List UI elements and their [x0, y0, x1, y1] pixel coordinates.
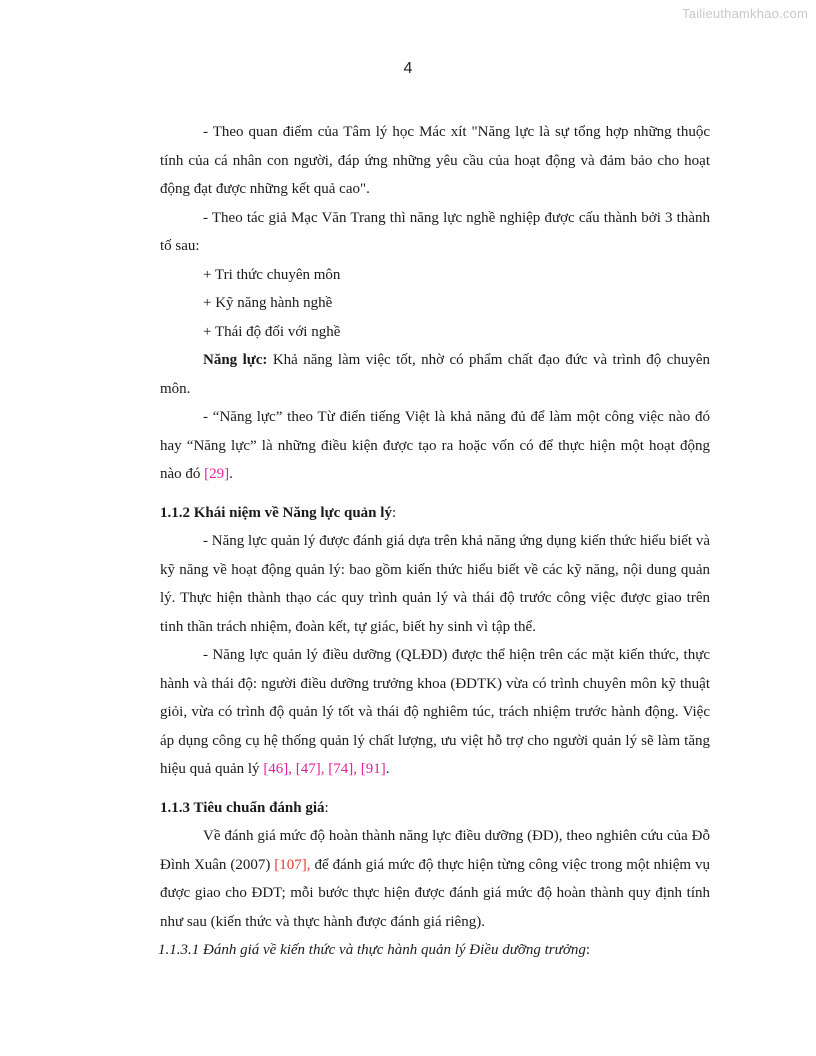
heading-text: 1.1.3 Tiêu chuẩn đánh giá	[160, 799, 325, 816]
list-item: + Kỹ năng hành nghề	[203, 295, 333, 311]
term-label: Năng lực:	[203, 352, 268, 368]
paragraph-nursing-management	[160, 641, 710, 784]
paragraph-management-capability: - Năng lực quản lý được đánh giá dựa trên khả năng ứng dụng kiến thức hiểu biết và kỹ năng về hoạt động quản lý: bao gồm kiến thức hiểu biết về các kỹ năng, nội dung quản lý. Thực hiện thành thạo các quy trình quản lý và thái độ trước công việc được giao trên tinh thần trách nhiệm, đoàn kết, tự giác, biết hy sinh vì tập thể.	[160, 533, 710, 635]
paragraph-end: .	[229, 466, 233, 482]
paragraph-dictionary-definition	[160, 403, 710, 489]
paragraph-text: để đánh giá mức độ thực hiện từng công việc trong một nhiệm vụ được giao cho ĐDT; mỗi bước thực hiện được đánh giá mức độ hoàn thành quy định tính như sau (kiến thức và thực hành được đánh giá riêng).	[160, 856, 710, 930]
subheading-colon: :	[585, 942, 591, 958]
paragraph-marxist-view: - Theo quan điểm của Tâm lý học Mác xít "Năng lực là sự tổng hợp những thuộc tính của cá nhân con người, đáp ứng những yêu cầu của hoạt động và đảm bảo cho hoạt động đạt được những kết quả cao".	[160, 124, 710, 197]
citation-link[interactable]: [46], [47], [74], [91]	[263, 761, 386, 777]
paragraph-end: .	[385, 761, 390, 777]
paragraph-text: - Năng lực quản lý điều dưỡng (QLĐD) được thể hiện trên các mặt kiến thức, thực hành và thái độ: người điều dưỡng trưởng khoa (ĐDTK) vừa có trình chuyên môn kỹ thuật giỏi, vừa có trình độ quản lý tốt và thái độ nghiêm túc, trách nhiệm trước hành động. Việc áp dụng công cụ hệ thống quản lý chất lượng, ưu việt hỗ trợ cho người quản lý sẽ làm tăng hiệu quả quản lý	[160, 647, 710, 777]
heading-colon: :	[391, 504, 397, 521]
term-definition: Khả năng làm việc tốt, nhờ có phẩm chất đạo đức và trình độ chuyên môn.	[160, 352, 711, 397]
page-number: 4	[403, 60, 413, 77]
section-heading-1-1-2	[160, 489, 710, 528]
paragraph-mac-van-trang: - Theo tác giả Mạc Văn Trang thì năng lực nghề nghiệp được cấu thành bởi 3 thành tố sau:	[160, 209, 710, 254]
paragraph-evaluation	[160, 822, 710, 936]
paragraph-text: - “Năng lực” theo Từ điển tiếng Việt là khả năng đủ để làm một công việc nào đó hay “Năng lực” là những điều kiện được tạo ra hoặc vốn có để thực hiện một hoạt động nào đó	[160, 409, 710, 482]
section-heading-1-1-3	[160, 784, 710, 823]
paragraph-text: Về đánh giá mức độ hoàn thành năng lực điều dưỡng (ĐD), theo nghiên cứu của Đỗ Đình Xuân (2007)	[160, 828, 710, 873]
heading-text: 1.1.2 Khái niệm về Năng lực quản lý	[160, 504, 392, 521]
citation-link[interactable]: [107],	[274, 856, 311, 873]
list-item: + Tri thức chuyên môn	[203, 266, 341, 283]
watermark: Tailieuthamkhao.com	[682, 6, 808, 21]
subsection-heading-1-1-3-1	[158, 936, 710, 965]
document-body	[160, 118, 710, 965]
citation-link[interactable]: [29]	[204, 466, 230, 482]
list-item: + Thái độ đối với nghề	[203, 323, 341, 340]
paragraph-capability-definition	[160, 346, 710, 403]
heading-colon: :	[324, 799, 329, 816]
subheading-text: 1.1.3.1 Đánh giá về kiến thức và thực hành quản lý Điều dưỡng trưởng	[158, 942, 586, 958]
